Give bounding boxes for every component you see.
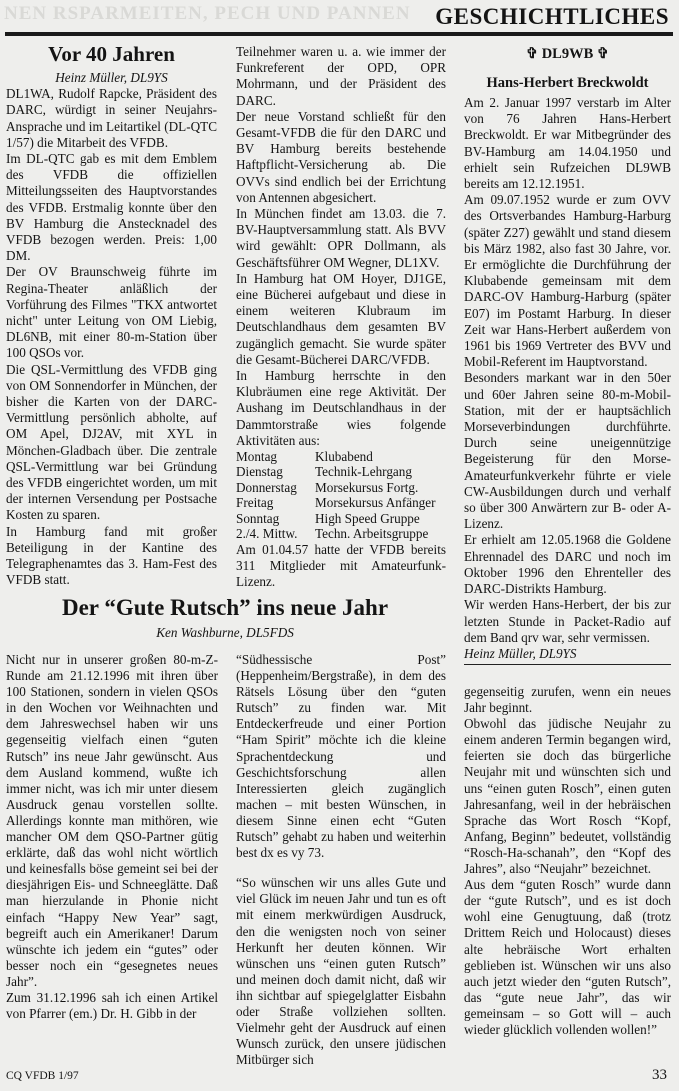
schedule-row — [236, 464, 436, 479]
vor40-paragraph: Die QSL-Vermittlung des VFDB ging von OM Sonnendorfer in München, der bisher die Karten von der DARC-Vermittlung persönlich abholte, auf OM Apel, DJ2AV, mit XYL in Mönchen-Gladbach über. Die zentrale QSL-Vermittlung war bei Gründung des VFDB eingerichtet worden, um mit der internen Versendung per Postsache Kosten zu sparen. — [6, 361, 217, 523]
schedule-activity: Morsekursus Fortg. — [315, 479, 419, 495]
schedule-row — [236, 526, 436, 541]
rutsch-column-2 — [236, 652, 446, 1068]
schedule-day: Montag — [236, 449, 278, 465]
vor40-paragraph: In Hamburg herrschte in den Klubräumen eine rege Aktivität. Der Aushang im Deutschlandhaus in der Dammtorstraße wies folgende Aktivitäten aus: — [236, 368, 446, 448]
schedule-activity: Morsekursus Anfänger — [315, 495, 436, 511]
rutsch-paragraph: gegenseitig zurufen, wenn ein neues Jahr beginnt. — [464, 684, 671, 716]
rutsch-title: Der “Gute Rutsch” ins neue Jahr — [61, 595, 389, 620]
schedule-activity: Technik-Lehrgang — [315, 464, 412, 480]
schedule-activity: Klubabend — [315, 449, 373, 465]
vor40-paragraph: In Hamburg fand mit großer Beteiligung in der Kantine des Telegraphenamtes das 3. Ham-Fest des VFDB statt. — [6, 523, 217, 588]
schedule-row — [236, 480, 436, 495]
rutsch-paragraph: Aus dem “guten Rosch” wurde dann der “gute Rutsch”, und es ist doch wohl eine Genugtuung, daß (trotz Drittem Reich und Holocaust) dieses alte hebräische Wort erhalten geblieben ist. Wünschen wir uns also auch jetzt wieder den “guten Rutsch”, das “gute neue Jahr”, das wir gemeinsam – so Gott will – auch wieder glücklich vollenden wollen!” — [464, 877, 671, 1037]
vor40-title: Vor 40 Jahren — [48, 42, 175, 66]
vor40-column-1 — [6, 42, 217, 589]
obituary-title: ✞ DL9WB ✞ — [525, 46, 610, 62]
rutsch-paragraph: “Südhessische Post” (Heppenheim/Bergstraße), in dem des Rätsels Lösung über den “guten Rutsch” zu finden war. Mit Entdeckerfreude und einer Portion “Ham Spirit” möchte ich die kleine Sprachentdeckung und Geschichtsforschung allen Interessierten gleich zugänglich machen – mit besten Wünschen, in diesem Sinne einen echt “Guten Rutsch” gehabt zu haben und weiterhin best dx es vy 73. — [236, 652, 446, 861]
bleed-through-text: NEN RSPARMEITEN, PECH UND PANNEN — [4, 3, 411, 24]
schedule-activity: Techn. Arbeitsgruppe — [315, 526, 429, 542]
footer-publication: CQ VFDB 1/97 — [6, 1070, 79, 1082]
vor40-column-2 — [236, 44, 446, 590]
vor40-paragraph: In München findet am 13.03. die 7. BV-Hauptversammlung statt. Als BVV wird gewählt: OPR Dollmann, als Geschäftsführer OM Wegner, DL1XV. — [236, 206, 446, 270]
vor40-closing: Am 01.04.57 hatte der VFDB bereits 311 Mitglieder mit Amateurfunk-Lizenz. — [236, 541, 446, 589]
obituary-paragraph: Am 2. Januar 1997 verstarb im Alter von 76 Jahren Hans-Herbert Breckwoldt. Er war Mitbegründer des BV-Hamburg am 14.04.1950 und erhielt sein Rufzeichen DL9WB bereits am 12.12.1951. — [464, 95, 671, 192]
header-rule — [5, 32, 673, 36]
rutsch-quote-paragraph: “So wünschen wir uns alles Gute und viel Glück im neuen Jahr und tun es oft mit einem merkwürdigen Ausdruck, den die wenigsten noch von seiner Herkunft her deuten können. Wir wünschen uns “einen guten Rutsch” und meinen doch damit nicht, daß wir ihn sichtbar auf spiegelglatter Eisbahn oder Straße vollziehen sollten. Vielmehr geht der Ausdruck auf einen Wunsch zurück, den unsere jüdischen Mitbürger sich — [236, 875, 446, 1068]
vor40-paragraph: Im DL-QTC gab es mit dem Emblem des VFDB die offiziellen Mitteilungsseiten des Hauptvorstandes des VFDB. Erstmalig konnte über den BV Hamburg die Anstecknadel des VFDB bezogen werden. Preis: 1,00 DM. — [6, 151, 217, 264]
obituary-divider — [464, 664, 671, 665]
obituary-name: Hans-Herbert Breckwoldt — [486, 75, 649, 91]
obituary-paragraph: Wir werden Hans-Herbert, der bis zur letzten Stunde in Packet-Radio auf dem Band qrv war, sehr vermissen. — [464, 597, 671, 645]
schedule-day: 2./4. Mittw. — [236, 526, 298, 542]
vor40-paragraph: In Hamburg hat OM Hoyer, DJ1GE, eine Bücherei aufgebaut und diese in einem weiteren Klubraum im Deutschlandhaus dem gesamten BV zugänglich gemacht. Sie wurde später die Gesamt-Bücherei DARC/VFDB. — [236, 270, 446, 367]
schedule-row — [236, 449, 436, 464]
rutsch-byline: Ken Washburne, DL5FDS — [156, 625, 294, 640]
schedule-day: Dienstag — [236, 464, 283, 480]
schedule-day: Donnerstag — [236, 479, 297, 495]
vor40-paragraph: Teilnehmer waren u. a. wie immer der Funkreferent der OPD, OPR Mohrmann, und der Präsident des DARC. — [236, 44, 446, 108]
obituary-paragraph: Besonders markant war in den 50er und 60er Jahren seine 80-m-Mobil-Station, mit der er hauptsächlich Morseverbindungen durchführte. Durch seine uneigennützige Begeisterung für den Morse-Amateurfunkverkehr führte er viele CW-Ausbildungen durch und verhalf so über 300 Anwärtern zur B- oder A-Lizenz. — [464, 370, 671, 532]
obituary-paragraph: Am 09.07.1952 wurde er zum OVV des Ortsverbandes Hamburg-Harburg (später Z27) gewählt und stand diesem bis März 1982, also fast 30 Jahre, vor. Er ermöglichte die Durchführung der Klubabende gemeinsam mit dem DARC-OV Hamburg-Harburg (später E07) im Postamt Harburg. In dieser Zeit war Hans-Herbert außerdem von 1961 bis 1969 Vertreter des BVV und Mobil-Referent im Hauptvorstand. — [464, 192, 671, 370]
schedule-day: Sonntag — [236, 510, 280, 526]
vor40-paragraph: Der neue Vorstand schließt für den Gesamt-VFDB die für den DARC und BV Hamburg bereits bestehende Haftpflicht-Versicherung ab. Die OVVs sind endlich bei der Errichtung von Antennen abgesichert. — [236, 108, 446, 205]
page-number: 33 — [652, 1067, 667, 1083]
obituary-column — [464, 45, 671, 662]
vor40-byline: Heinz Müller, DL9YS — [55, 70, 168, 85]
obituary-signature: Heinz Müller, DL9YS — [464, 645, 577, 661]
rutsch-column-1 — [6, 652, 218, 1022]
schedule-activity: High Speed Gruppe — [315, 510, 420, 526]
rutsch-paragraph: Nicht nur in unserer großen 80-m-Z-Runde am 21.12.1996 mit ihren über 100 Stationen, sondern in vielen QSOs in den Wochen vor Weihnachten und dem Jahreswechsel haben wir uns gegenseitig vielfach einen “guten Rutsch” ins neue Jahr gewünscht. Aus dem Ausland kommend, wußte ich immer nicht, was ich mir unter diesem Ausdruck genau vorstellen sollte. Allerdings konnte man mithören, wie mancher OM dem QSO-Partner gütig erklärte, daß das wohl nicht wörtlich und keinesfalls böse gemeint sei bei der diesjährigen Eis- und Schneeglätte. Daß man hierzulande in Phonie nicht einfach “Happy New Year” sagt, begreift auch ein Amerikaner! Darum wünschte ich jedem ein “gutes” oder besser noch ein “gesegnetes neues Jahr”. — [6, 652, 218, 989]
schedule-day: Freitag — [236, 495, 274, 511]
rutsch-paragraph: Zum 31.12.1996 sah ich einen Artikel von Pfarrer (em.) Dr. H. Gibb in der — [6, 989, 218, 1022]
section-title: GESCHICHTLICHES — [435, 4, 669, 29]
schedule-row — [236, 495, 436, 510]
rutsch-column-3 — [464, 684, 671, 1038]
activity-schedule — [236, 449, 436, 541]
vor40-paragraph: DL1WA, Rudolf Rapcke, Präsident des DARC, würdigt in seiner Neujahrs-Ansprache und im Leitartikel (DL-QTC 1/57) die Mitarbeit des VFDB. — [6, 86, 217, 150]
rutsch-paragraph: Obwohl das jüdische Neujahr zu einem anderen Termin begangen wird, feierten sie doch das bürgerliche Neujahr mit und wünschten sich und uns “einen guten Rosch”, einen guten Jahresanfang, weil in der hebräischen Sprache das Wort Rosch “Kopf, Anfang, Beginn” bedeutet, vollständig “Rosch-Ha-schanah”, den “Kopf des Jahres”, also “Neujahr” bezeichnet. — [464, 716, 671, 877]
obituary-paragraph: Er erhielt am 12.05.1968 die Goldene Ehrennadel des DARC und noch im Oktober 1996 den Ehrenteller des DARC-Distrikts Hamburg. — [464, 532, 671, 597]
schedule-row — [236, 511, 436, 526]
vor40-paragraph: Der OV Braunschweig führte im Regina-Theater anläßlich der Vorführung des Filmes "TKX antwortet nicht" unter Leitung von OM Liebig, DL6NB, mit einer 80-m-Station über 100 QSOs vor. — [6, 264, 217, 361]
